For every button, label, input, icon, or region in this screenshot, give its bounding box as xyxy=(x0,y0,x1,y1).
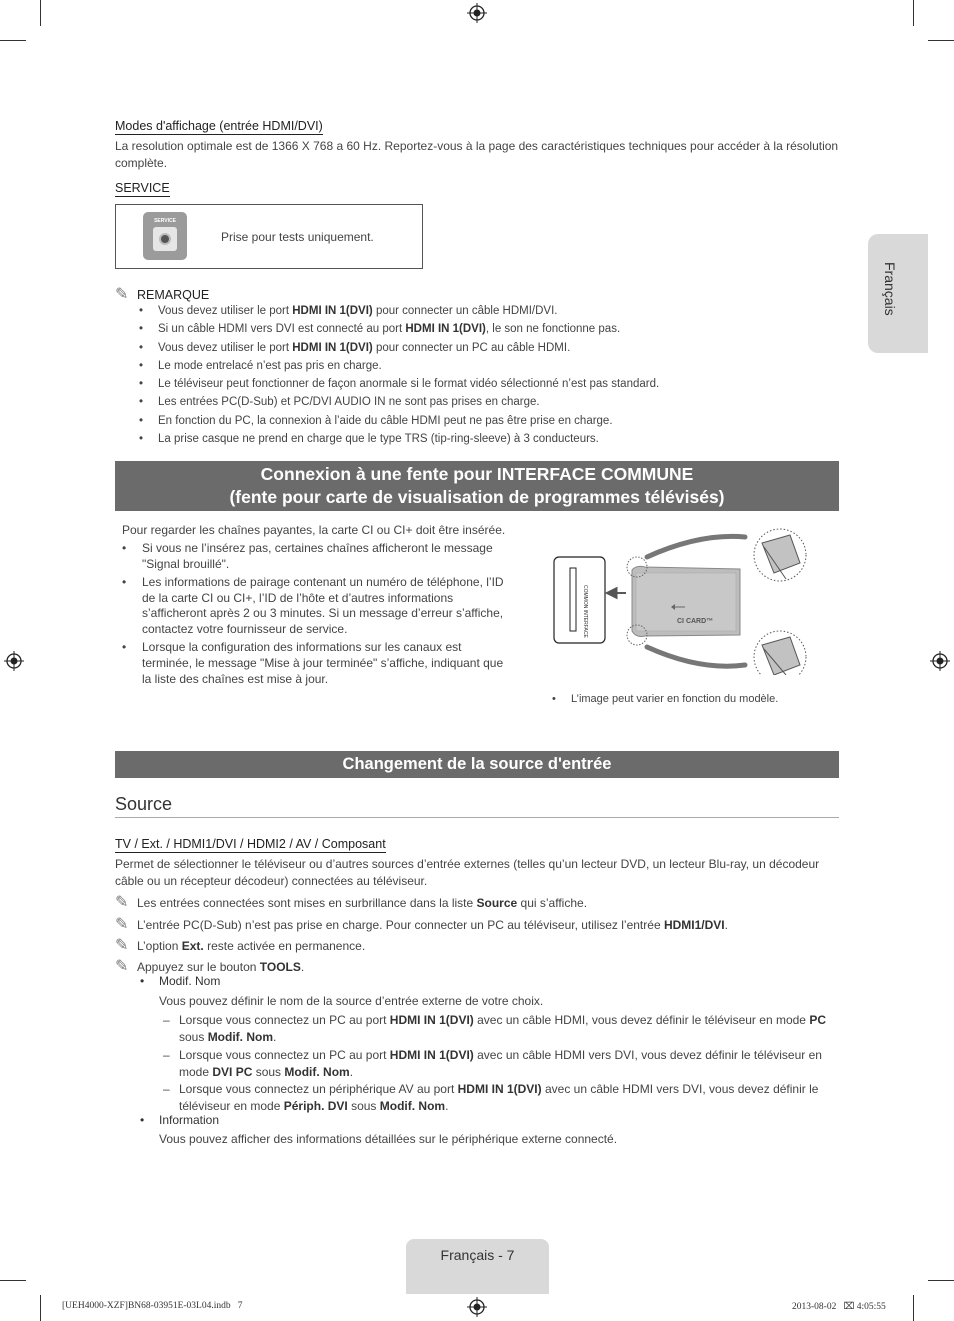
ci-list-item: • Les informations de pairage contenant un numéro de téléphone, l’ID de la carte CI ou CI+, l’ID de l’hôte et d’autres informations s’afficheront après 2 ou 3 minutes. Si un message d’erreur s’affiche, contactez votre fournisseur de service. xyxy=(122,574,504,637)
slot-label: COMMON INTERFACE xyxy=(582,585,588,638)
modif-nom-list xyxy=(115,1012,840,1116)
ci-list-item: • Si vous ne l’insérez pas, certaines chaînes afficheront le message "Signal brouillé". xyxy=(122,541,493,571)
crop-mark xyxy=(0,1280,26,1281)
remarque-item: • Les entrées PC(D-Sub) et PC/DVI AUDIO IN ne sont pas prises en charge. xyxy=(115,393,840,411)
modes-text: La resolution optimale est de 1366 X 768 a 60 Hz. Reportez-vous à la page des caractéristiques techniques pour accéder à la résolution complète. xyxy=(115,139,839,170)
service-port-icon: SERVICE xyxy=(143,212,187,260)
crop-mark xyxy=(40,0,41,26)
remarque-item: • Vous devez utiliser le port HDMI IN 1(DVI) pour connecter un câble HDMI/DVI. xyxy=(115,302,840,320)
footer-timestamp: 2013-08-02 ⌧ 4:05:55 xyxy=(792,1302,886,1312)
registration-mark-icon xyxy=(930,651,950,671)
remarque-item: • La prise casque ne prend en charge que le type TRS (tip-ring-sleeve) à 3 conducteurs. xyxy=(115,430,840,448)
information-desc: Vous pouvez afficher des informations détaillées sur le périphérique externe connecté. xyxy=(159,1132,618,1146)
pencil-note-icon: ✎ xyxy=(115,937,129,954)
remarque-item: • Si un câble HDMI vers DVI est connecté au port HDMI IN 1(DVI), le son ne fonctionne pas. xyxy=(115,320,840,338)
footer-file-info: [UEH4000-XZF]BN68-03951E-03L04.indb 7 xyxy=(62,1301,243,1311)
source-note: ✎ Les entrées connectées sont mises en surbrillance dans la liste Source qui s’affiche. xyxy=(115,894,588,911)
pencil-note-icon: ✎ xyxy=(115,894,129,911)
service-box xyxy=(115,204,423,269)
information-item: • Information xyxy=(140,1113,220,1127)
crop-mark xyxy=(913,0,914,26)
registration-mark-icon xyxy=(4,651,24,671)
remarque-item: • Le mode entrelacé n’est pas pris en charge. xyxy=(115,357,840,375)
modif-nom-subitem: – Lorsque vous connectez un PC au port HDMI IN 1(DVI) avec un câble HDMI vers DVI, vous devez définir le téléviseur en mode DVI PC sous Modif. Nom. xyxy=(115,1047,840,1081)
pencil-note-icon: ✎ xyxy=(115,916,129,933)
source-note: ✎ L’entrée PC(D-Sub) n’est pas prise en charge. Pour connecter un PC au téléviseur, utilisez l’entrée HDMI1/DVI. xyxy=(115,916,728,933)
crop-mark xyxy=(0,40,26,41)
source-note: ✎ L’option Ext. reste activée en permanence. xyxy=(115,937,366,954)
page-number: Français - 7 xyxy=(440,1247,515,1263)
remarque-title: ✎ REMARQUE xyxy=(115,286,210,303)
service-heading: SERVICE xyxy=(115,181,170,195)
modif-nom-subitem: – Lorsque vous connectez un PC au port HDMI IN 1(DVI) avec un câble HDMI, vous devez définir le téléviseur en mode PC sous Modif. Nom. xyxy=(115,1012,840,1046)
crop-mark xyxy=(928,1280,954,1281)
ci-list-item: • Lorsque la configuration des informations sur les canaux est terminée, le message "Mise à jour terminée" s’affiche, indiquant que la liste des chaînes est mise à jour. xyxy=(122,640,504,686)
ci-card-illustration xyxy=(550,525,810,675)
remarque-item: • En fonction du PC, la connexion à l’aide du câble HDMI peut ne pas être prise en charge. xyxy=(115,412,840,430)
ci-list xyxy=(122,541,512,690)
ci-intro: Pour regarder les chaînes payantes, la carte CI ou CI+ doit être insérée. xyxy=(122,523,506,537)
crop-mark xyxy=(913,1295,914,1321)
pencil-note-icon: ✎ xyxy=(115,286,129,303)
modif-nom-item: • Modif. Nom xyxy=(140,974,221,988)
page-number-tab xyxy=(406,1239,549,1294)
source-note: ✎ Appuyez sur le bouton TOOLS. xyxy=(115,958,305,975)
ci-section-banner: Connexion à une fente pour INTERFACE COMMUNE (fente pour carte de visualisation de programmes télévisés) xyxy=(115,461,839,511)
pencil-note-icon: ✎ xyxy=(115,958,129,975)
language-side-tab-label: Français xyxy=(882,262,898,316)
modif-nom-subitem: – Lorsque vous connectez un périphérique AV au port HDMI IN 1(DVI) avec un câble HDMI vers DVI, vous devez définir le téléviseur en mode Périph. DVI sous Modif. Nom. xyxy=(115,1081,840,1115)
service-desc: Prise pour tests uniquement. xyxy=(221,230,374,244)
source-title-bar xyxy=(115,794,839,818)
source-text: Permet de sélectionner le téléviseur ou d’autres sources d’entrée externes (telles qu’un lecteur DVD, un lecteur Blu-ray, un décodeur câble ou un récepteur décodeur) connectées au téléviseur. xyxy=(115,857,820,888)
language-side-tab xyxy=(868,234,928,353)
registration-mark-icon xyxy=(467,1297,487,1317)
remarque-item: • Le téléviseur peut fonctionner de façon anormale si le format vidéo sélectionné n’est pas standard. xyxy=(115,375,840,393)
source-title: Source xyxy=(115,794,173,814)
ci-card-label: CI CARD™ xyxy=(677,618,714,625)
remarque-item: • Vous devez utiliser le port HDMI IN 1(DVI) pour connecter un PC au câble HDMI. xyxy=(115,339,840,357)
registration-mark-icon xyxy=(467,3,487,23)
crop-mark xyxy=(928,40,954,41)
modes-heading: Modes d'affichage (entrée HDMI/DVI) xyxy=(115,119,323,133)
remarque-list xyxy=(115,302,840,448)
crop-mark xyxy=(40,1295,41,1321)
modif-nom-desc: Vous pouvez définir le nom de la source d’entrée externe de votre choix. xyxy=(159,994,544,1008)
source-section-banner: Changement de la source d'entrée xyxy=(115,751,839,778)
ci-image-note: • L’image peut varier en fonction du modèle. xyxy=(552,693,779,705)
source-subheading: TV / Ext. / HDMI1/DVI / HDMI2 / AV / Composant xyxy=(115,837,386,851)
